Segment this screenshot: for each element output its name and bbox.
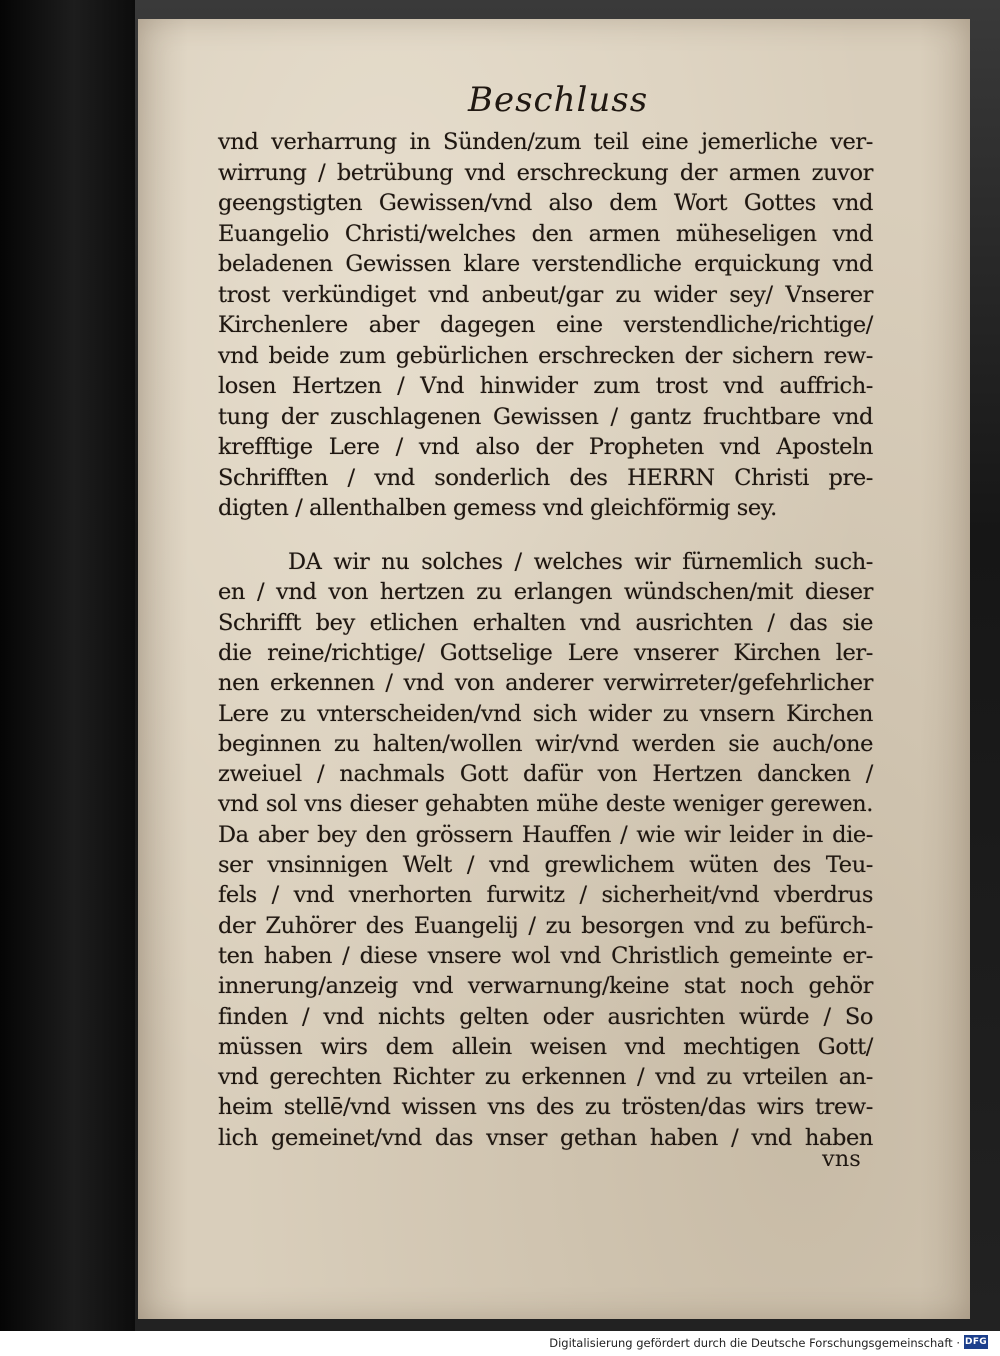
text-line: DA wir nu solches / welches wir fürnemlich such- bbox=[288, 549, 873, 575]
text-line: ten haben / diese vnsere wol vnd Christlich gemeinte er- bbox=[218, 942, 873, 969]
text-line: heim stellē/vnd wissen vns des zu trösten/das wirs trew- bbox=[218, 1094, 873, 1121]
text-line: innerung/anzeig vnd verwarnung/keine stat noch gehör bbox=[218, 973, 873, 1000]
running-head: Beschluss bbox=[468, 80, 649, 120]
text-line: digten / allenthalben gemess vnd gleichförmig sey. bbox=[218, 495, 777, 521]
text-line: beladenen Gewissen klare verstendliche erquickung vnd bbox=[218, 251, 873, 277]
text-line: krefftige Lere / vnd also der Propheten vnd Aposteln bbox=[218, 434, 873, 460]
text-line: beginnen zu halten/wollen wir/vnd werden sie auch/one bbox=[218, 730, 873, 757]
text-line: vnd sol vns dieser gehabten mühe deste weniger gerewen. bbox=[218, 791, 873, 818]
text-line: ser vnsinnigen Welt / vnd grewlichem wüten des Teu- bbox=[218, 852, 873, 878]
text-line: geengstigten Gewissen/vnd also dem Wort Gottes vnd bbox=[218, 190, 873, 216]
text-line: losen Hertzen / Vnd hinwider zum trost vnd auffrich- bbox=[218, 373, 873, 399]
text-line: vnd verharrung in Sünden/zum teil eine jemerliche ver- bbox=[218, 129, 873, 155]
text-line: Lere zu vnterscheiden/vnd sich wider zu vnsern Kirchen bbox=[218, 700, 873, 727]
text-line: Schrifften / vnd sonderlich des HERRN Christi pre- bbox=[218, 464, 873, 491]
text-line: tung der zuschlagenen Gewissen / gantz fruchtbare vnd bbox=[218, 403, 873, 430]
text-line: der Zuhörer des Euangelij / zu besorgen vnd zu befürch- bbox=[218, 912, 873, 939]
text-line: finden / vnd nichts gelten oder ausrichten würde / So bbox=[218, 1003, 873, 1030]
text-line: en / vnd von hertzen zu erlangen wündschen/mit dieser bbox=[218, 579, 873, 606]
text-line: trost verkündiget vnd anbeut/gar zu wider sey/ Vnserer bbox=[218, 281, 873, 308]
text-line: zweiuel / nachmals Gott dafür von Hertzen dancken / bbox=[218, 761, 873, 788]
book-spine-shadow bbox=[0, 0, 135, 1331]
text-line: vnd beide zum gebürlichen erschrecken der sichern rew- bbox=[218, 342, 873, 369]
text-line: fels / vnd vnerhorten furwitz / sicherheit/vnd vberdrus bbox=[218, 882, 873, 909]
text-line: vnd gerechten Richter zu erkennen / vnd zu vrteilen an- bbox=[218, 1064, 873, 1091]
text-line: die reine/richtige/ Gottselige Lere vnserer Kirchen ler- bbox=[218, 639, 873, 666]
text-line: lich gemeinet/vnd das vnser gethan haben / vnd haben bbox=[218, 1124, 873, 1151]
text-line: Euangelio Christi/welches den armen müheseligen vnd bbox=[218, 220, 873, 247]
text-line: Kirchenlere aber dagegen eine verstendliche/richtige/ bbox=[218, 312, 873, 338]
catchword: vns bbox=[822, 1146, 861, 1172]
text-line: müssen wirs dem allein weisen vnd mechtigen Gott/ bbox=[218, 1033, 873, 1060]
text-line: Da aber bey den grössern Hauffen / wie wir leider in die- bbox=[218, 821, 873, 848]
text-line: Schrifft bey etlichen erhalten vnd ausrichten / das sie bbox=[218, 609, 873, 636]
dfg-logo: DFG bbox=[965, 1337, 987, 1347]
text-line: nen erkennen / vnd von anderer verwirreter/gefehrlicher bbox=[218, 670, 873, 697]
text-line: wirrung / betrübung vnd erschreckung der armen zuvor bbox=[218, 159, 873, 186]
footer-funding-note: Digitalisierung gefördert durch die Deutsche Forschungsgemeinschaft · bbox=[549, 1336, 960, 1350]
